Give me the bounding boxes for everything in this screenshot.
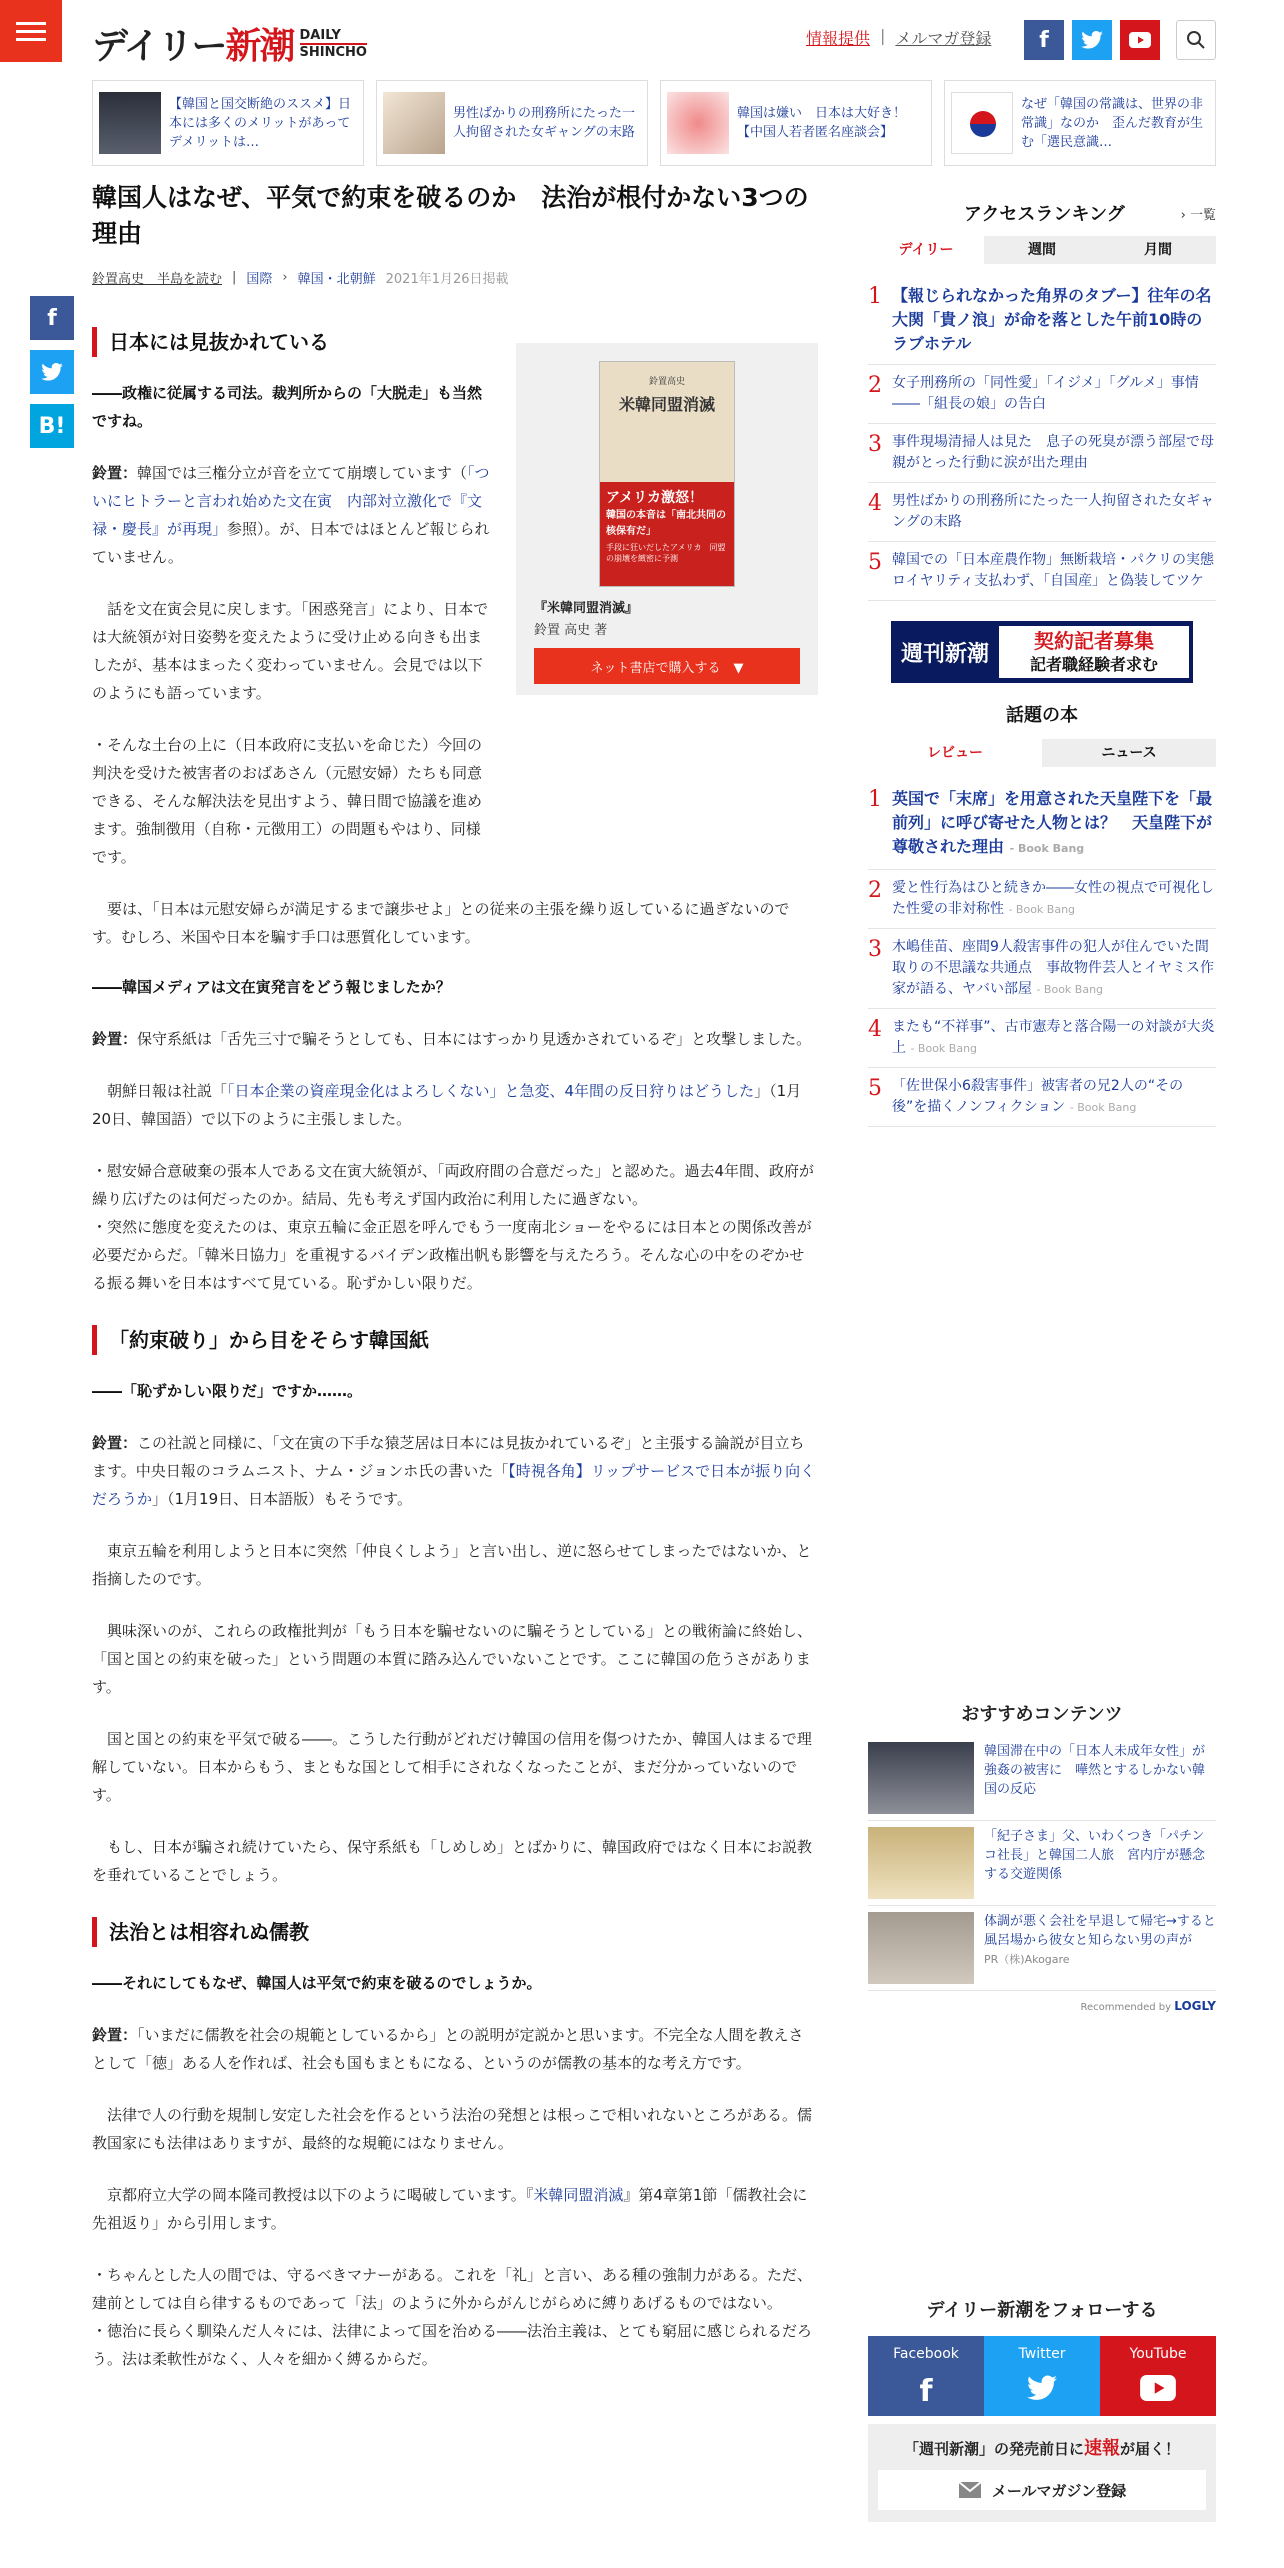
sidebar [868,180,1228,1127]
paragraph: 鈴置：「いまだに儒教を社会の規範としているから」との説明が定説かと思います。不完全な人間を教えさとして「徳」ある人を作れば、社会も国もまともになる、というのが儒教の基本的な考え方です。 [92,2026,804,2072]
chevron-right-icon: › [1180,207,1190,223]
book-item[interactable]: 3 木嶋佳苗、座間9人殺害事件の犯人が住んでいた間取りの不思議な共通点 事故物件芸人とイヤミス作家が語る、ヤバい部屋 - Book Bang [868,929,1216,1009]
share-facebook-icon[interactable]: f [30,296,74,340]
card-thumbnail [951,92,1013,154]
menu-button[interactable] [0,0,62,62]
book-item[interactable]: 1 英国で「末席」を用意された天皇陛下を「最前列」に呼び寄せた人物とは？ 天皇陛下が尊敬された理由 - Book Bang [868,779,1216,870]
article-meta: 鈴置高史 半島を読む | 国際 › 韓国・北朝鮮 2021年1月26日掲載 [92,270,509,287]
related-card[interactable]: 【韓国と国交断絶のススメ】日本には多くのメリットがあってデメリットは… [92,80,364,166]
site-logo[interactable] [92,18,367,69]
subcategory-link[interactable]: 韓国・北朝鮮 [297,272,376,287]
logo-text: デイリー新潮 [92,26,294,67]
info-link[interactable]: 情報提供 [806,29,871,48]
rec-title: おすすめコンテンツ [961,1704,1123,1725]
follow-section [868,2296,1216,2522]
book-item[interactable]: 5 「佐世保小6殺害事件」被害者の兄2人の“その後”を描くノンフィクション - Book Bang [868,1068,1216,1127]
inline-link[interactable]: 「ついにヒトラーと言われ始めた文在寅 内部対立激化で『文禄・慶長』が再現」 [92,464,490,538]
books-tabs [868,739,1216,767]
related-card[interactable]: なぜ「韓国の常識は、世界の非常識」なのか 歪んだ教育が生む「選民意識… [944,80,1216,166]
youtube-icon[interactable] [1120,20,1160,60]
article-title: 韓国人はなぜ、平気で約束を破るのか 法治が根付かない3つの理由 [92,183,809,248]
follow-facebook[interactable]: Facebook f [868,2336,984,2416]
paragraph: 京都府立大学の岡本隆司教授は以下のように喝破しています。『米韓同盟消滅』第4章第1節「儒教社会に先祖返り」から引用します。 [92,2186,808,2232]
section-heading: 日本には見抜かれている [92,327,492,357]
ranking-more-link[interactable]: › 一覧 [1180,207,1216,223]
paragraph: 要は、「日本は元慰安婦らが満足するまで譲歩せよ」との従来の主張を繰り返しているに過ぎないのです。むしろ、米国や日本を騙す手口は悪質化しています。 [92,900,790,946]
paragraph: ・ちゃんとした人の間では、守るべきマナーがある。これを「礼」と言い、ある種の強制力がある。ただ、建前としては自ら律するものであって「法」のように外からがんじがらめに縛りあげるものではない。 [92,2266,813,2312]
ranking-item[interactable]: 2 女子刑務所の「同性愛」「イジメ」「グルメ」事情 ――「組長の娘」の告白 [868,365,1216,424]
paragraph: 鈴置：韓国では三権分立が音を立てて崩壊しています（「ついにヒトラーと言われ始めた文在寅 内部対立激化で『文禄・慶長』が再現」参照）。が、日本ではほとんど報じられていません。 [92,464,490,566]
tab-review[interactable]: レビュー [868,739,1042,767]
card-thumbnail [667,92,729,154]
logly-credit[interactable]: Recommended by LOGLY [1080,1999,1216,2013]
share-twitter-icon[interactable] [30,350,74,394]
facebook-icon: f [919,2374,933,2409]
ranking-tabs [868,236,1216,264]
ranking-title: アクセスランキング [963,204,1125,225]
paragraph: 鈴置：この社説と同様に、「文在寅の下手な猿芝居は日本には見抜かれているぞ」と主張する論説が目立ちます。中央日報のコラムニスト、ナム・ジョンホ氏の書いた「【時視各角】リップサービスで日本が振り向くだろうか」（1月19日、日本語版）もそうです。 [92,1434,816,1508]
paragraph: ・突然に態度を変えたのは、東京五輪に金正恩を呼んでもう一度南北ショーをやるには日本との関係改善が必要だからだ。「韓米日協力」を重視するバイデン政権出帆も影響を与えたろう。そんな心の中をのぞかせる振る舞いを日本はすべて見ている。恥ずかしい限りだ。 [92,1218,812,1292]
paragraph: 東京五輪を利用しようと日本に突然「仲良くしよう」と言い出し、逆に怒らせてしまったではないか、と指摘したのです。 [92,1542,812,1588]
paragraph: ・徳治に長らく馴染んだ人々には、法律によって国を治める――法治主義は、とても窮屈に感じられるだろう。法は柔軟性がなく、人々を細かく縛るからだ。 [92,2322,813,2368]
ranking-list [868,276,1228,601]
newsletter-box: 「週刊新潮」の発売前日に速報が届く！ メールマガジン登録 [868,2424,1216,2522]
paragraph: 鈴置：保守系紙は「舌先三寸で騙そうとしても、日本にはすっかり見透かされているぞ」と攻撃しました。 [92,1030,812,1048]
twitter-icon[interactable] [1072,20,1112,60]
tab-daily[interactable]: デイリー [868,236,984,264]
share-bar [30,296,74,448]
newsletter-link[interactable]: メルマガ登録 [895,29,992,48]
tab-monthly[interactable]: 月間 [1144,242,1172,258]
ranking-item[interactable]: 1 【報じられなかった角界のタブー】往年の名大関「貴ノ浪」が命を落とした午前10時のラブホテル [868,276,1216,365]
book-box [516,343,818,695]
book-title: 『米韓同盟消滅』 [534,601,639,616]
category-link[interactable]: 国際 [246,272,273,287]
publish-date: 2021年1月26日掲載 [385,272,509,287]
rec-thumbnail [868,1827,974,1899]
ranking-item[interactable]: 5 韓国での「日本産農作物」無断栽培・パクリの実態 ロイヤリティ支払わず、「自国産」と偽装してツケ [868,542,1216,601]
logo-en: DAILY SHINCHO [299,27,367,60]
share-hatena-icon[interactable]: B! [30,404,74,448]
search-button[interactable] [1176,20,1216,60]
article [92,180,818,2373]
paragraph: 興味深いのが、これらの政権批判が「もう日本を騙せないのに騙そうとしている」との戦術論に終始し、「国と国との約束を破った」という問題の本質に踏み込んでいないことです。ここに韓国の危うさがあります。 [92,1622,813,1696]
question: ――「恥ずかしい限りだ」ですか……。 [92,1382,363,1400]
paragraph: ・慰安婦合意破棄の張本人である文在寅大統領が、「両政府間の合意だった」と認めた。過去4年間、政府が繰り広げたのは何だったのか。結局、先も考えず国内政治に利用したに過ぎない。 [92,1162,815,1208]
chevron-right-icon: › [282,270,288,285]
card-thumbnail [383,92,445,154]
rec-item[interactable]: 韓国滞在中の「日本人未成年女性」が強姦の被害に 嘩然とするしかない韓国の反応 [868,1736,1216,1821]
card-thumbnail [99,92,161,154]
related-card[interactable]: 韓国は嫌い 日本は大好き！【中国人若者匿名座談会】 [660,80,932,166]
book-item[interactable]: 2 愛と性行為はひと続きか――女性の視点で可視化した性愛の非対称性 - Book Bang [868,870,1216,929]
ranking-item[interactable]: 3 事件現場清掃人は見た 息子の死臭が漂う部屋で母親がとった行動に涙が出た理由 [868,424,1216,483]
books-title: 話題の本 [1006,705,1078,726]
twitter-icon [984,2362,1100,2442]
question: ――政権に従属する司法。裁判所からの「大脱走」も当然ですね。 [92,384,483,430]
rec-thumbnail [868,1742,974,1814]
buy-book-button[interactable]: ネット書店で購入する ▼ [534,648,800,684]
paragraph: 朝鮮日報は社説「「日本企業の資産現金化はよろしくない」と急変、4年間の反日狩りはどうした」（1月20日、韓国語）で以下のように主張しました。 [92,1082,802,1128]
author-link[interactable]: 鈴置高史 半島を読む [92,272,223,287]
inline-link[interactable]: 「日本企業の資産現金化はよろしくない」と急変、4年間の反日狩りはどうした [227,1082,755,1100]
book-author: 鈴置 高史 著 [534,623,608,638]
section-heading: 「約束破り」から目をそらす韓国紙 [92,1325,818,1355]
paragraph: 法律で人の行動を規制し安定した社会を作るという法治の発想とは根っこで相いれないところがある。儒教国家にも法律はありますが、最終的な規範にはなりません。 [92,2106,813,2152]
inline-link[interactable]: 米韓同盟消滅 [533,2186,624,2204]
newsletter-button[interactable]: メールマガジン登録 [878,2470,1206,2510]
youtube-icon [1100,2362,1216,2442]
rec-item[interactable]: 「紀子さま」父、いわくつき「パチンコ社長」と韓国二人旅 宮内庁が懸念する交遊関係 [868,1821,1216,1906]
recommended-content [868,1700,1216,2013]
paragraph: もし、日本が騙され続けていたら、保守系紙も「しめしめ」とばかりに、韓国政府ではなく日本にお説教を垂れていることでしょう。 [92,1838,813,1884]
tab-news[interactable]: ニュース [1101,745,1157,761]
rec-thumbnail [868,1912,974,1984]
paragraph: 国と国との約束を平気で破る――。こうした行動がどれだけ韓国の信用を傷つけたか、韓国人はまるで理解していない。日本からもう、まともな国として相手にされなくなったことが、まだ分かっていないのです。 [92,1730,812,1804]
search-icon [1186,30,1206,50]
paragraph: 話を文在寅会見に戻します。「困惑発言」により、日本では大統領が対日姿勢を変えたように受け止める向きも出ましたが、基本はまったく変わっていません。会見では以下のようにも語っています。 [92,600,489,702]
question: ――それにしてもなぜ、韓国人は平気で約束を破るのでしょうか。 [92,1974,542,1992]
question: ――韓国メディアは文在寅発言をどう報じましたか？ [92,978,451,996]
section-heading: 法治とは相容れぬ儒教 [92,1917,818,1947]
recruit-banner[interactable]: 週刊新潮 契約記者募集 記者職経験者求む [891,621,1193,683]
ranking-item[interactable]: 4 男性ばかりの刑務所にたった一人拘留された女ギャングの末路 [868,483,1216,542]
follow-twitter[interactable]: Twitter [984,2336,1100,2416]
follow-title: デイリー新潮をフォローする [926,2300,1158,2321]
inline-link[interactable]: 【時視各角】リップサービスで日本が振り向くだろうか [92,1462,816,1508]
rec-item[interactable]: 体調が悪く会社を早退して帰宅→すると風呂場から彼女と知らない男の声が PR（株)Akogare [868,1906,1216,1991]
books-list [868,779,1216,1127]
related-cards [92,80,1216,166]
book-item[interactable]: 4 またも“不祥事”、古市憲寿と落合陽一の対談が大炎上 - Book Bang [868,1009,1216,1068]
follow-youtube[interactable]: YouTube [1100,2336,1216,2416]
related-card[interactable]: 男性ばかりの刑務所にたった一人拘留された女ギャングの末路 [376,80,648,166]
book-cover[interactable]: 鈴置高史 米韓同盟消滅 アメリカ激怒！ 韓国の本音は「南北共同の核保有だ」 手段に狂いだしたアメリカ 同盟の崩壊を緻密に予測 [599,361,735,587]
tab-weekly[interactable]: 週間 [1028,242,1056,258]
facebook-icon[interactable]: f [1024,20,1064,60]
mail-icon [958,2481,982,2499]
paragraph: ・そんな土台の上に（日本政府に支払いを命じた）今回の判決を受けた被害者のおばあさん（元慰安婦）たちも同意できる、そんな解決法を見出すよう、韓日間で協議を進めます。強制徴用（自称・元徴用工）の問題もやはり、同様です。 [92,736,483,866]
